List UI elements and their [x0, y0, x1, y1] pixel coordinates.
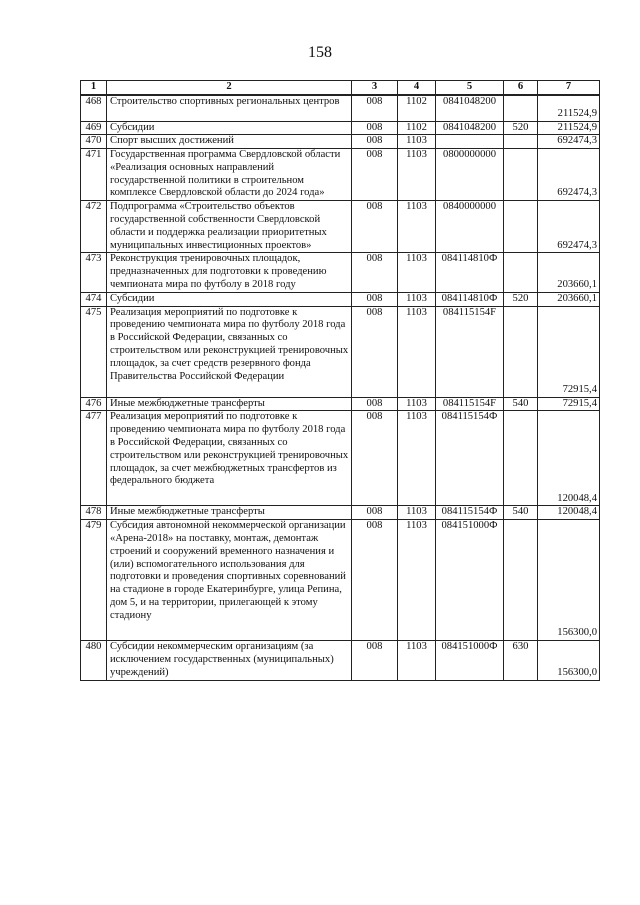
- row-col4: 1103: [398, 135, 436, 149]
- row-amount: 120048,4: [538, 411, 600, 506]
- column-header: 1: [81, 81, 107, 96]
- column-header: 7: [538, 81, 600, 96]
- row-col3: 008: [352, 520, 398, 641]
- row-col6: 520: [504, 292, 538, 306]
- table-row: [81, 95, 600, 121]
- row-amount: 692474,3: [538, 201, 600, 253]
- row-col3: 008: [352, 201, 398, 253]
- row-col6: [504, 411, 538, 506]
- row-name: Субсидии: [107, 292, 352, 306]
- row-number: 479: [81, 520, 107, 641]
- row-col6: [504, 520, 538, 641]
- row-col6: [504, 135, 538, 149]
- column-header: 2: [107, 81, 352, 96]
- row-col5: 084115154F: [436, 306, 504, 397]
- row-name: Субсидии: [107, 121, 352, 135]
- page-number: 158: [308, 44, 332, 61]
- row-col3: 008: [352, 292, 398, 306]
- column-header: 5: [436, 81, 504, 96]
- row-col5: 084115154F: [436, 397, 504, 411]
- row-col6: [504, 201, 538, 253]
- row-name: Реализация мероприятий по подготовке к проведению чемпионата мира по футболу 2018 года в Российской Федерации, связанных со строительством или реконструкцией тренировочных площадок, за счет межбюджетных трансфертов из федерального бюджета: [107, 411, 352, 506]
- row-number: 476: [81, 397, 107, 411]
- row-amount: 203660,1: [538, 253, 600, 292]
- row-col5: 084151000Ф: [436, 520, 504, 641]
- row-number: 469: [81, 121, 107, 135]
- row-col3: 008: [352, 306, 398, 397]
- row-amount: 692474,3: [538, 135, 600, 149]
- row-col5: 084114810Ф: [436, 253, 504, 292]
- row-col3: 008: [352, 253, 398, 292]
- table-row: [81, 520, 600, 641]
- row-amount: 692474,3: [538, 149, 600, 201]
- budget-table: [80, 80, 600, 681]
- row-col3: 008: [352, 121, 398, 135]
- row-name: Строительство спортивных региональных центров: [107, 95, 352, 121]
- row-name: Государственная программа Свердловской области «Реализация основных направлений государственной политики в строительном комплексе Свердловской области до 2024 года»: [107, 149, 352, 201]
- row-name: Иные межбюджетные трансферты: [107, 506, 352, 520]
- row-name: Подпрограмма «Строительство объектов государственной собственности Свердловской области и поддержка реализации приоритетных муниципальных инвестиционных проектов»: [107, 201, 352, 253]
- row-col4: 1103: [398, 397, 436, 411]
- row-col3: 008: [352, 135, 398, 149]
- row-number: 474: [81, 292, 107, 306]
- table-row: [81, 201, 600, 253]
- row-amount: 72915,4: [538, 397, 600, 411]
- row-name: Спорт высших достижений: [107, 135, 352, 149]
- row-col5: [436, 135, 504, 149]
- table-row: [81, 253, 600, 292]
- row-number: 478: [81, 506, 107, 520]
- row-amount: 120048,4: [538, 506, 600, 520]
- row-col3: 008: [352, 641, 398, 681]
- row-amount: 211524,9: [538, 95, 600, 121]
- row-col4: 1102: [398, 95, 436, 121]
- row-col5: 0840000000: [436, 201, 504, 253]
- row-number: 475: [81, 306, 107, 397]
- table-row: [81, 411, 600, 506]
- row-col5: 084115154Ф: [436, 506, 504, 520]
- row-amount: 203660,1: [538, 292, 600, 306]
- row-col3: 008: [352, 411, 398, 506]
- row-amount: 156300,0: [538, 641, 600, 681]
- row-name: Реконструкция тренировочных площадок, предназначенных для подготовки к проведению чемпионата мира по футболу в 2018 году: [107, 253, 352, 292]
- column-header: 3: [352, 81, 398, 96]
- row-col3: 008: [352, 95, 398, 121]
- row-amount: 211524,9: [538, 121, 600, 135]
- row-col6: [504, 149, 538, 201]
- row-amount: 72915,4: [538, 306, 600, 397]
- row-col3: 008: [352, 149, 398, 201]
- row-number: 468: [81, 95, 107, 121]
- row-col4: 1103: [398, 306, 436, 397]
- table-header-row: [81, 81, 600, 96]
- row-col6: 540: [504, 397, 538, 411]
- row-name: Субсидии некоммерческим организациям (за исключением государственных (муниципальных) учреждений): [107, 641, 352, 681]
- row-number: 471: [81, 149, 107, 201]
- row-number: 470: [81, 135, 107, 149]
- table-row: [81, 121, 600, 135]
- row-col5: 084151000Ф: [436, 641, 504, 681]
- row-col6: [504, 253, 538, 292]
- row-col6: 520: [504, 121, 538, 135]
- row-col5: 084114810Ф: [436, 292, 504, 306]
- column-header: 6: [504, 81, 538, 96]
- row-name: Реализация мероприятий по подготовке к проведению чемпионата мира по футболу 2018 года в Российской Федерации, связанных со строительством или реконструкцией тренировочных площадок, за счет средств резервного фонда Правительства Российской Федерации: [107, 306, 352, 397]
- row-name: Иные межбюджетные трансферты: [107, 397, 352, 411]
- row-col4: 1103: [398, 149, 436, 201]
- row-col3: 008: [352, 397, 398, 411]
- row-col4: 1103: [398, 201, 436, 253]
- table-row: [81, 641, 600, 681]
- table-row: [81, 149, 600, 201]
- table-row: [81, 292, 600, 306]
- row-col4: 1102: [398, 121, 436, 135]
- row-col4: 1103: [398, 253, 436, 292]
- row-number: 477: [81, 411, 107, 506]
- row-col5: 084115154Ф: [436, 411, 504, 506]
- row-col4: 1103: [398, 411, 436, 506]
- row-col4: 1103: [398, 641, 436, 681]
- row-name: Субсидия автономной некоммерческой организации «Арена-2018» на поставку, монтаж, демонтаж строений и сооружений временного назначения и (или) вспомогательного использования для подготовки и проведения спортивных соревнований на стадионе в городе Екатеринбурге, улица Репина, дом 5, и на территории, прилегающей к этому стадиону: [107, 520, 352, 641]
- table-row: [81, 306, 600, 397]
- row-col4: 1103: [398, 292, 436, 306]
- row-col4: 1103: [398, 506, 436, 520]
- row-number: 473: [81, 253, 107, 292]
- row-col5: 0841048200: [436, 95, 504, 121]
- row-amount: 156300,0: [538, 520, 600, 641]
- row-number: 472: [81, 201, 107, 253]
- row-col6: [504, 306, 538, 397]
- table-row: [81, 397, 600, 411]
- row-col6: 540: [504, 506, 538, 520]
- column-header: 4: [398, 81, 436, 96]
- row-col3: 008: [352, 506, 398, 520]
- row-col5: 0800000000: [436, 149, 504, 201]
- table-row: [81, 506, 600, 520]
- row-col6: [504, 95, 538, 121]
- row-col5: 0841048200: [436, 121, 504, 135]
- row-number: 480: [81, 641, 107, 681]
- row-col4: 1103: [398, 520, 436, 641]
- row-col6: 630: [504, 641, 538, 681]
- table-row: [81, 135, 600, 149]
